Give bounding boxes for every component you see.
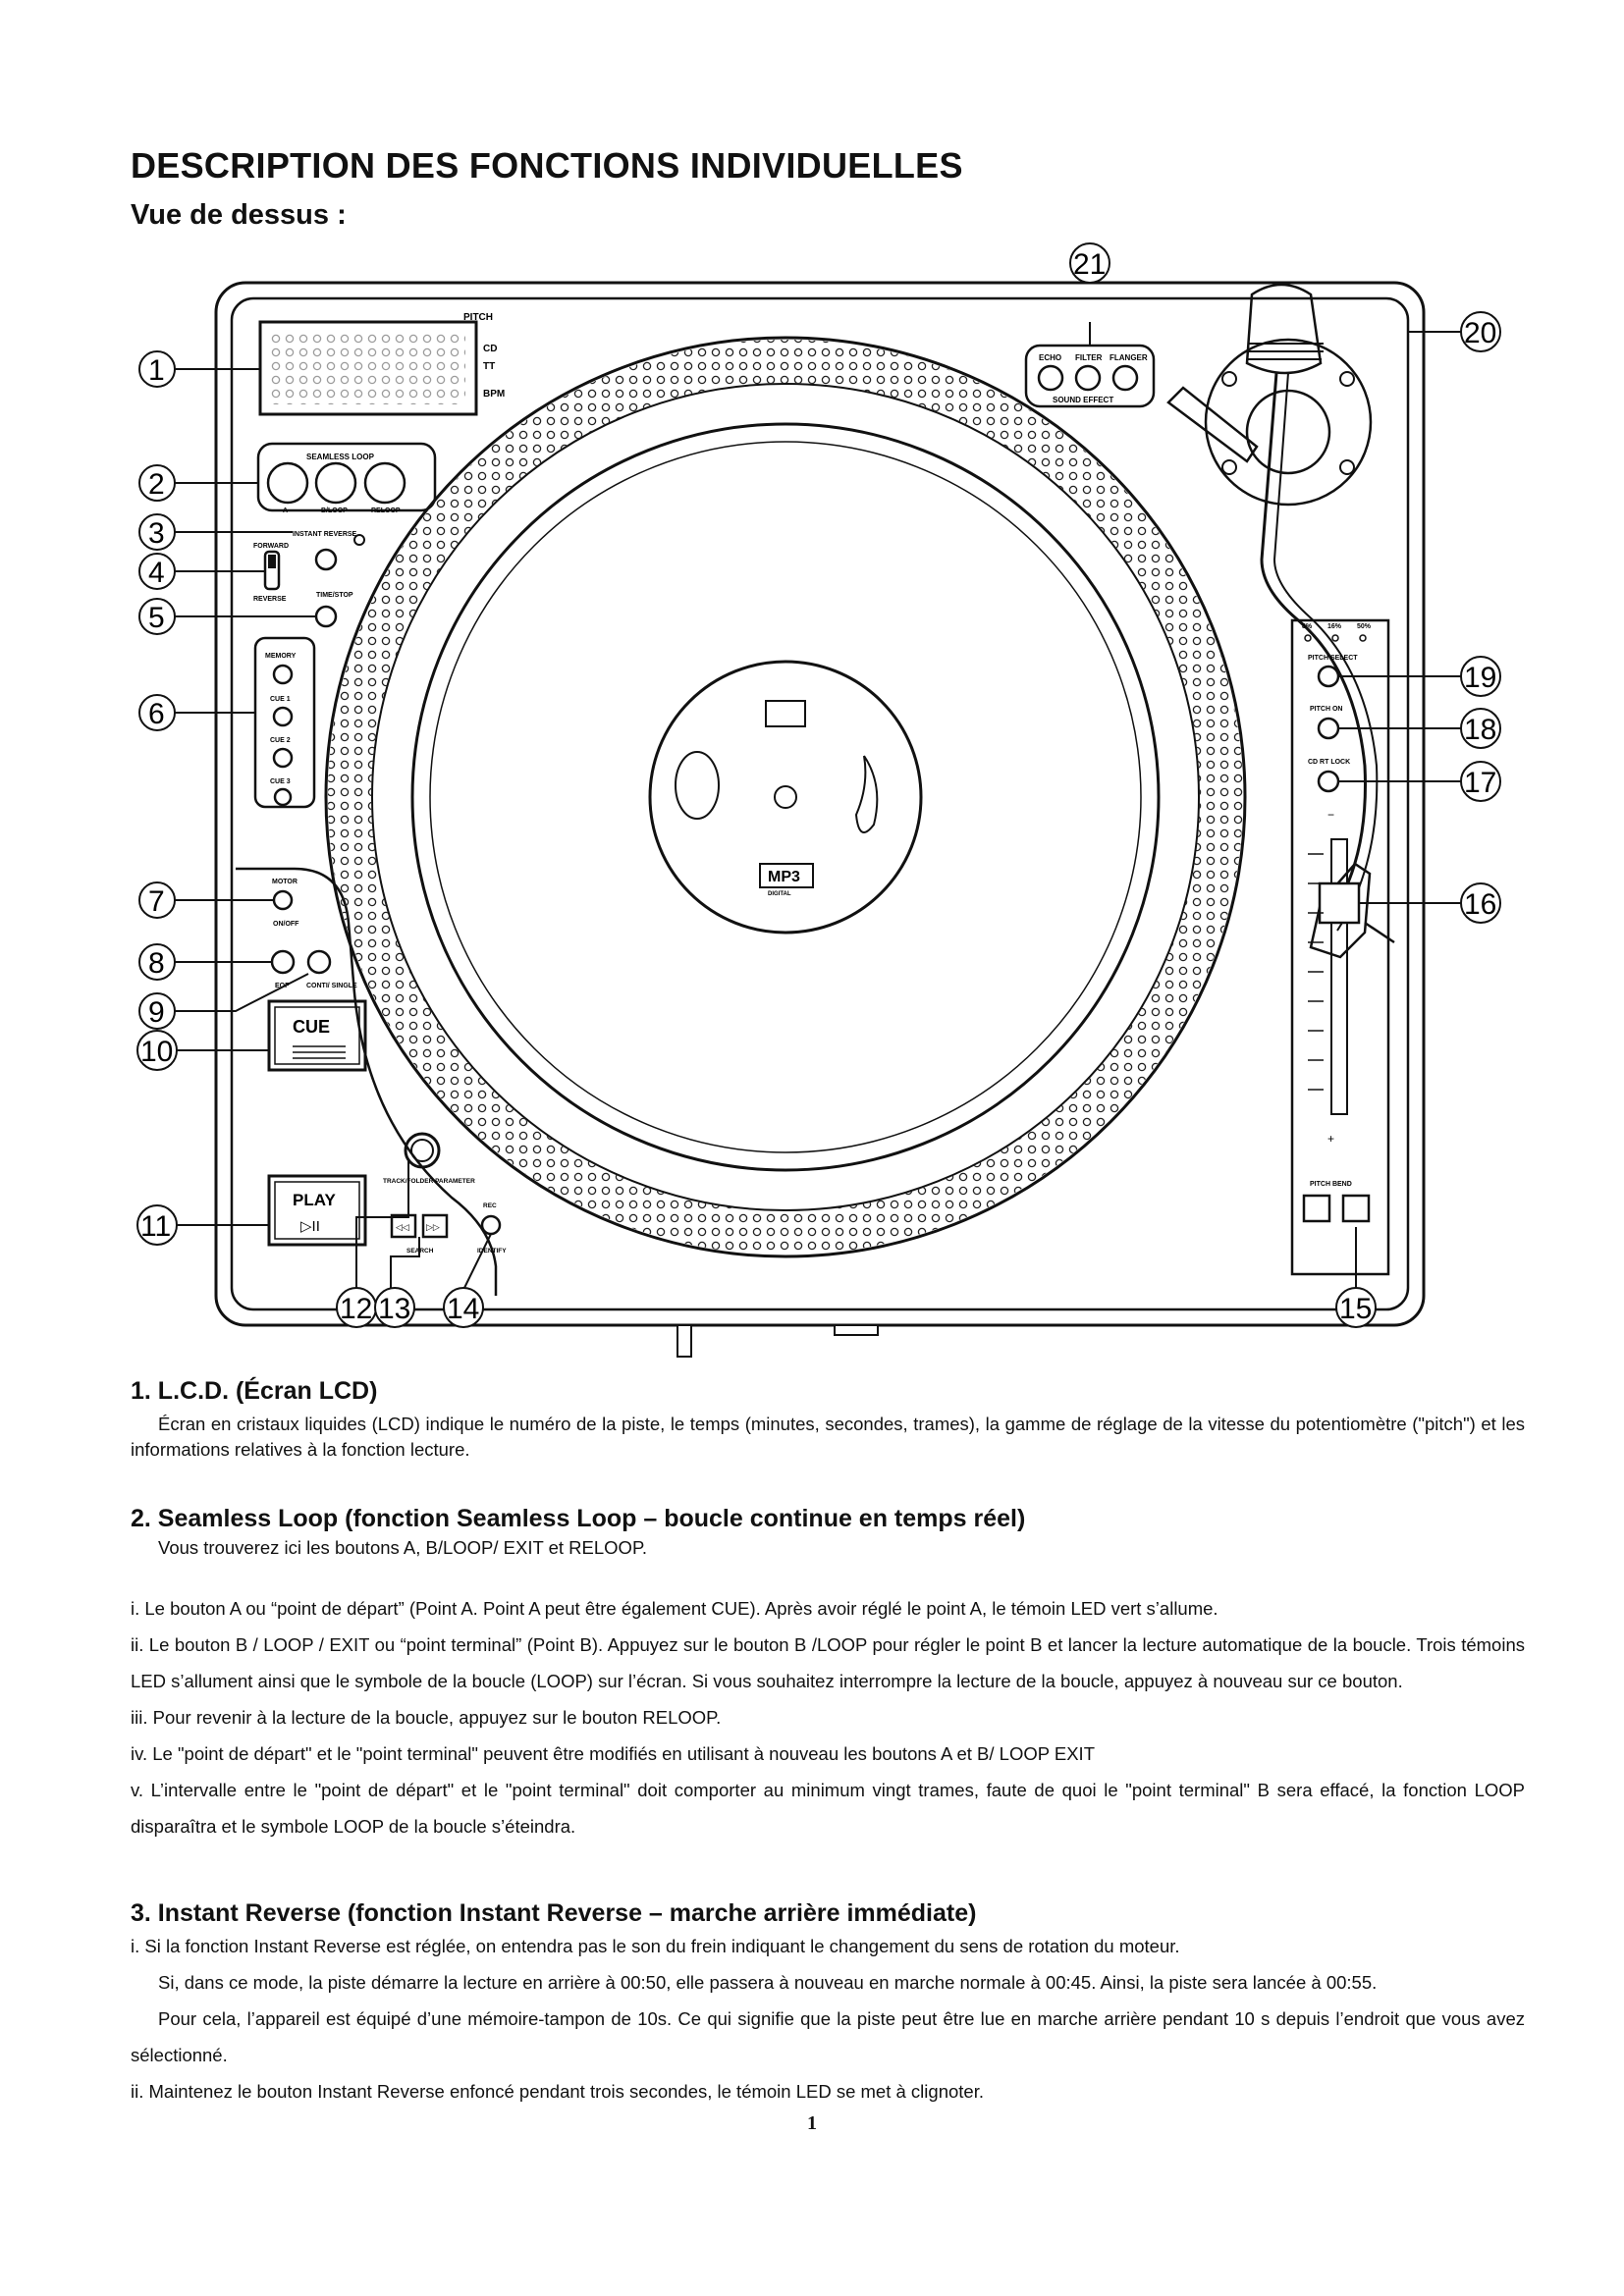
mp3-digital-text: DIGITAL [768,891,791,897]
callout-13-text: 13 [378,1293,411,1325]
section-1-paragraph: Écran en cristaux liquides (LCD) indique le numéro de la piste, le temps (minutes, secondes, trames), la gamme de réglage de la vitesse du potentiomètre ("pitch") et les informations relatives à la fonction lecture. [131,1414,1525,1460]
cue3-button [275,789,291,805]
cue-button-label: CUE [293,1017,331,1037]
loop-a-button [268,463,307,503]
forward-label: FORWARD [253,543,290,550]
direction-switch-knob [268,555,276,568]
eof-button [272,951,294,973]
callout-20-text: 20 [1464,317,1497,349]
callout-18-text: 18 [1464,714,1497,746]
pitch-bend-label: PITCH BEND [1310,1181,1352,1188]
instant-reverse-label: INSTANT REVERSE [293,531,357,538]
section-2-heading: 2. Seamless Loop (fonction Seamless Loop – boucle continue en temps réel) [131,1505,1026,1532]
tonearm-screw-1 [1340,372,1354,386]
page-number: 1 [807,2112,817,2134]
continu-single-button [308,951,330,973]
loop-b-button [316,463,355,503]
callout-14-text: 14 [447,1293,480,1325]
pitch-slider-knob [1320,883,1359,923]
label-logo-top [766,701,805,726]
tonearm-rest [1168,388,1257,461]
pitch-select-label: PITCH SELECT [1308,655,1358,662]
page-title: DESCRIPTION DES FONCTIONS INDIVIDUELLES [131,145,963,186]
cd-rt-lock-button [1319,772,1338,791]
pct50-led [1360,635,1366,641]
pct16-label: 16% [1327,623,1342,630]
cd-rt-lock-label: CD RT LOCK [1308,759,1351,766]
pitch-bend-minus-button [1304,1196,1329,1221]
tonearm-finger-lift [1365,923,1394,942]
section-2-item-ii: ii. Le bouton B / LOOP / EXIT ou “point terminal” (Point B). Appuyez sur le bouton B /LOOP pour régler le point B et lancer la lecture automatique de la boucle. Trois témoins LED s’allument ainsi que le symbole de la boucle (LOOP) sur l’écran. Si vous souhaitez interrompre la lecture de la boucle, appuyez à nouveau sur ce bouton. [131,1634,1525,1691]
rec-label: REC [483,1202,497,1209]
section-2-item-iv: iv. Le "point de départ" et le "point terminal" peuvent être modifiés en utilisant à nouveau les boutons A et B/ LOOP EXIT [131,1743,1095,1764]
pct8-led [1305,635,1311,641]
echo-label: ECHO [1039,353,1062,362]
callout-3-text: 3 [148,517,165,550]
cue2-button [274,749,292,767]
platter-inner-edge [412,424,1159,1170]
cue3-label: CUE 3 [270,778,291,785]
callout-7-text: 7 [148,885,165,918]
loop-a-label: A [283,507,289,514]
filter-label: FILTER [1075,353,1103,362]
section-3-item-i-c: Pour cela, l’appareil est équipé d’une mémoire-tampon de 10s. Ce qui signifie que la piste peut être lue en marche arrière pendant 10 s depuis l’endroit que vous avez sélectionné. [131,2008,1525,2065]
motor-label: MOTOR [272,879,298,885]
section-3-item-i: i. Si la fonction Instant Reverse est réglée, on entendra pas le son du frein indiquant le changement du sens de rotation du moteur. [131,1936,1180,1956]
tonearm-arm [1262,373,1366,923]
callout-19-text: 19 [1464,662,1497,694]
cue2-label: CUE 2 [270,737,291,744]
callout-9-text: 9 [148,996,165,1029]
callout-10-text: 10 [140,1036,174,1068]
pct8-label: 8% [1302,623,1313,630]
seamless-loop-label: SEAMLESS LOOP [306,453,374,461]
memory-button [274,666,292,683]
pitch-minus-label: − [1327,808,1335,822]
callout-2-text: 2 [148,468,165,501]
section-1 [131,1377,1525,1463]
platter-dots-ring [350,361,1221,1233]
chassis-port [835,1325,878,1335]
tonearm-base-plate [1206,340,1371,505]
loop-b-label: B/LOOP [321,507,348,514]
continu-single-label: CONTI/ SINGLE [306,983,357,989]
tonearm-screw-4 [1222,372,1236,386]
identify-label: IDENTIFY [477,1248,507,1255]
pitch-panel [1292,620,1388,1274]
play-pause-icon: ▷II [300,1218,320,1235]
callout-16-text: 16 [1464,888,1497,921]
callout-1-text: 1 [148,354,165,387]
search-back-icon: ◁◁ [396,1222,409,1232]
search-forward-icon: ▷▷ [426,1222,440,1232]
pitch-onoff-button [1319,719,1338,738]
search-label: SEARCH [406,1248,434,1255]
platter-dots-edge [372,384,1199,1210]
callout-11-text: 11 [140,1210,172,1243]
turntable-diagram [118,236,1532,1374]
motor-button [274,891,292,909]
pct16-led [1332,635,1338,641]
callout-17-text: 17 [1464,767,1497,799]
section-1-heading: 1. L.C.D. (Écran LCD) [131,1377,378,1405]
echo-button [1039,366,1062,390]
section-2-intro: Vous trouverez ici les boutons A, B/LOOP/ EXIT et RELOOP. [158,1537,648,1558]
instant-reverse-led [354,535,364,545]
pitch-select-button [1319,667,1338,686]
callout-15-text: 15 [1339,1293,1373,1325]
memory-label: MEMORY [265,653,297,660]
lcd-bpm-label: BPM [483,389,506,400]
eof-label: EOF [275,983,290,989]
pitch-onoff-label: PITCH ON [1310,706,1343,713]
lcd-tt-label: TT [483,361,496,372]
reloop-button [365,463,405,503]
chassis-connector [677,1325,691,1357]
track-folder-knob-inner [411,1140,433,1161]
platter-spindle [775,786,796,808]
reverse-label: REVERSE [253,596,287,603]
lcd-pitch-label: PITCH [463,312,493,323]
label-logo-right [856,756,877,832]
reloop-label: RELOOP [371,507,401,514]
pitch-plus-label: + [1327,1132,1335,1146]
callout-12-text: 12 [340,1293,373,1325]
time-stop-button [316,607,336,626]
callout-21-text: 21 [1073,248,1107,281]
callout-5-text: 5 [148,602,165,634]
instant-reverse-button [316,550,336,569]
platter [326,338,1245,1256]
lcd-display-area [271,332,465,404]
flanger-label: FLANGER [1110,353,1148,362]
section-2 [131,1505,1525,1844]
track-folder-label: TRACK/FOLDER PARAMETER [383,1178,475,1185]
filter-button [1076,366,1100,390]
tonearm-screw-2 [1340,460,1354,474]
section-2-item-i: i. Le bouton A ou “point de départ” (Point A. Point A peut être également CUE). Après avoir réglé le point A, le témoin LED vert s’allume. [131,1598,1218,1619]
motor-onoff-label: ON/OFF [273,921,299,928]
section-2-item-iii: iii. Pour revenir à la lecture de la boucle, appuyez sur le bouton RELOOP. [131,1707,722,1728]
callout-6-text: 6 [148,698,165,730]
cue1-label: CUE 1 [270,696,291,703]
section-2-item-v: v. L’intervalle entre le "point de départ" et le "point terminal" doit comporter au minimum vingt trames, faute de quoi le "point terminal" B sera effacé, la fonction LOOP disparaîtra et le symbole LOOP de la boucle s’éteindra. [131,1780,1525,1837]
sound-effect-label: SOUND EFFECT [1053,396,1114,404]
section-3-item-i-b: Si, dans ce mode, la piste démarre la lecture en arrière à 00:50, elle passera à nouveau en marche normale à 00:45. Ainsi, la piste sera lancée à 00:55. [158,1972,1378,1993]
platter-record [430,442,1141,1152]
pitch-bend-plus-button [1343,1196,1369,1221]
flanger-button [1113,366,1137,390]
play-button-label: PLAY [293,1191,336,1209]
section-3 [131,1899,1525,2109]
cue1-button [274,708,292,725]
callout-8-text: 8 [148,947,165,980]
label-logo-left [676,752,719,819]
section-3-heading: 3. Instant Reverse (fonction Instant Reverse – marche arrière immédiate) [131,1899,977,1927]
mp3-badge-text: MP3 [768,869,800,885]
pct50-label: 50% [1357,623,1372,630]
callout-4-text: 4 [148,557,165,589]
tonearm-pivot [1247,391,1329,473]
time-stop-label: TIME/STOP [316,592,353,599]
rec-identify-button [482,1216,500,1234]
lcd-cd-label: CD [483,344,498,354]
section-3-item-ii: ii. Maintenez le bouton Instant Reverse enfoncé pendant trois secondes, le témoin LED se met à clignoter. [131,2081,984,2102]
tonearm-screw-3 [1222,460,1236,474]
page-subtitle: Vue de dessus : [131,199,347,231]
